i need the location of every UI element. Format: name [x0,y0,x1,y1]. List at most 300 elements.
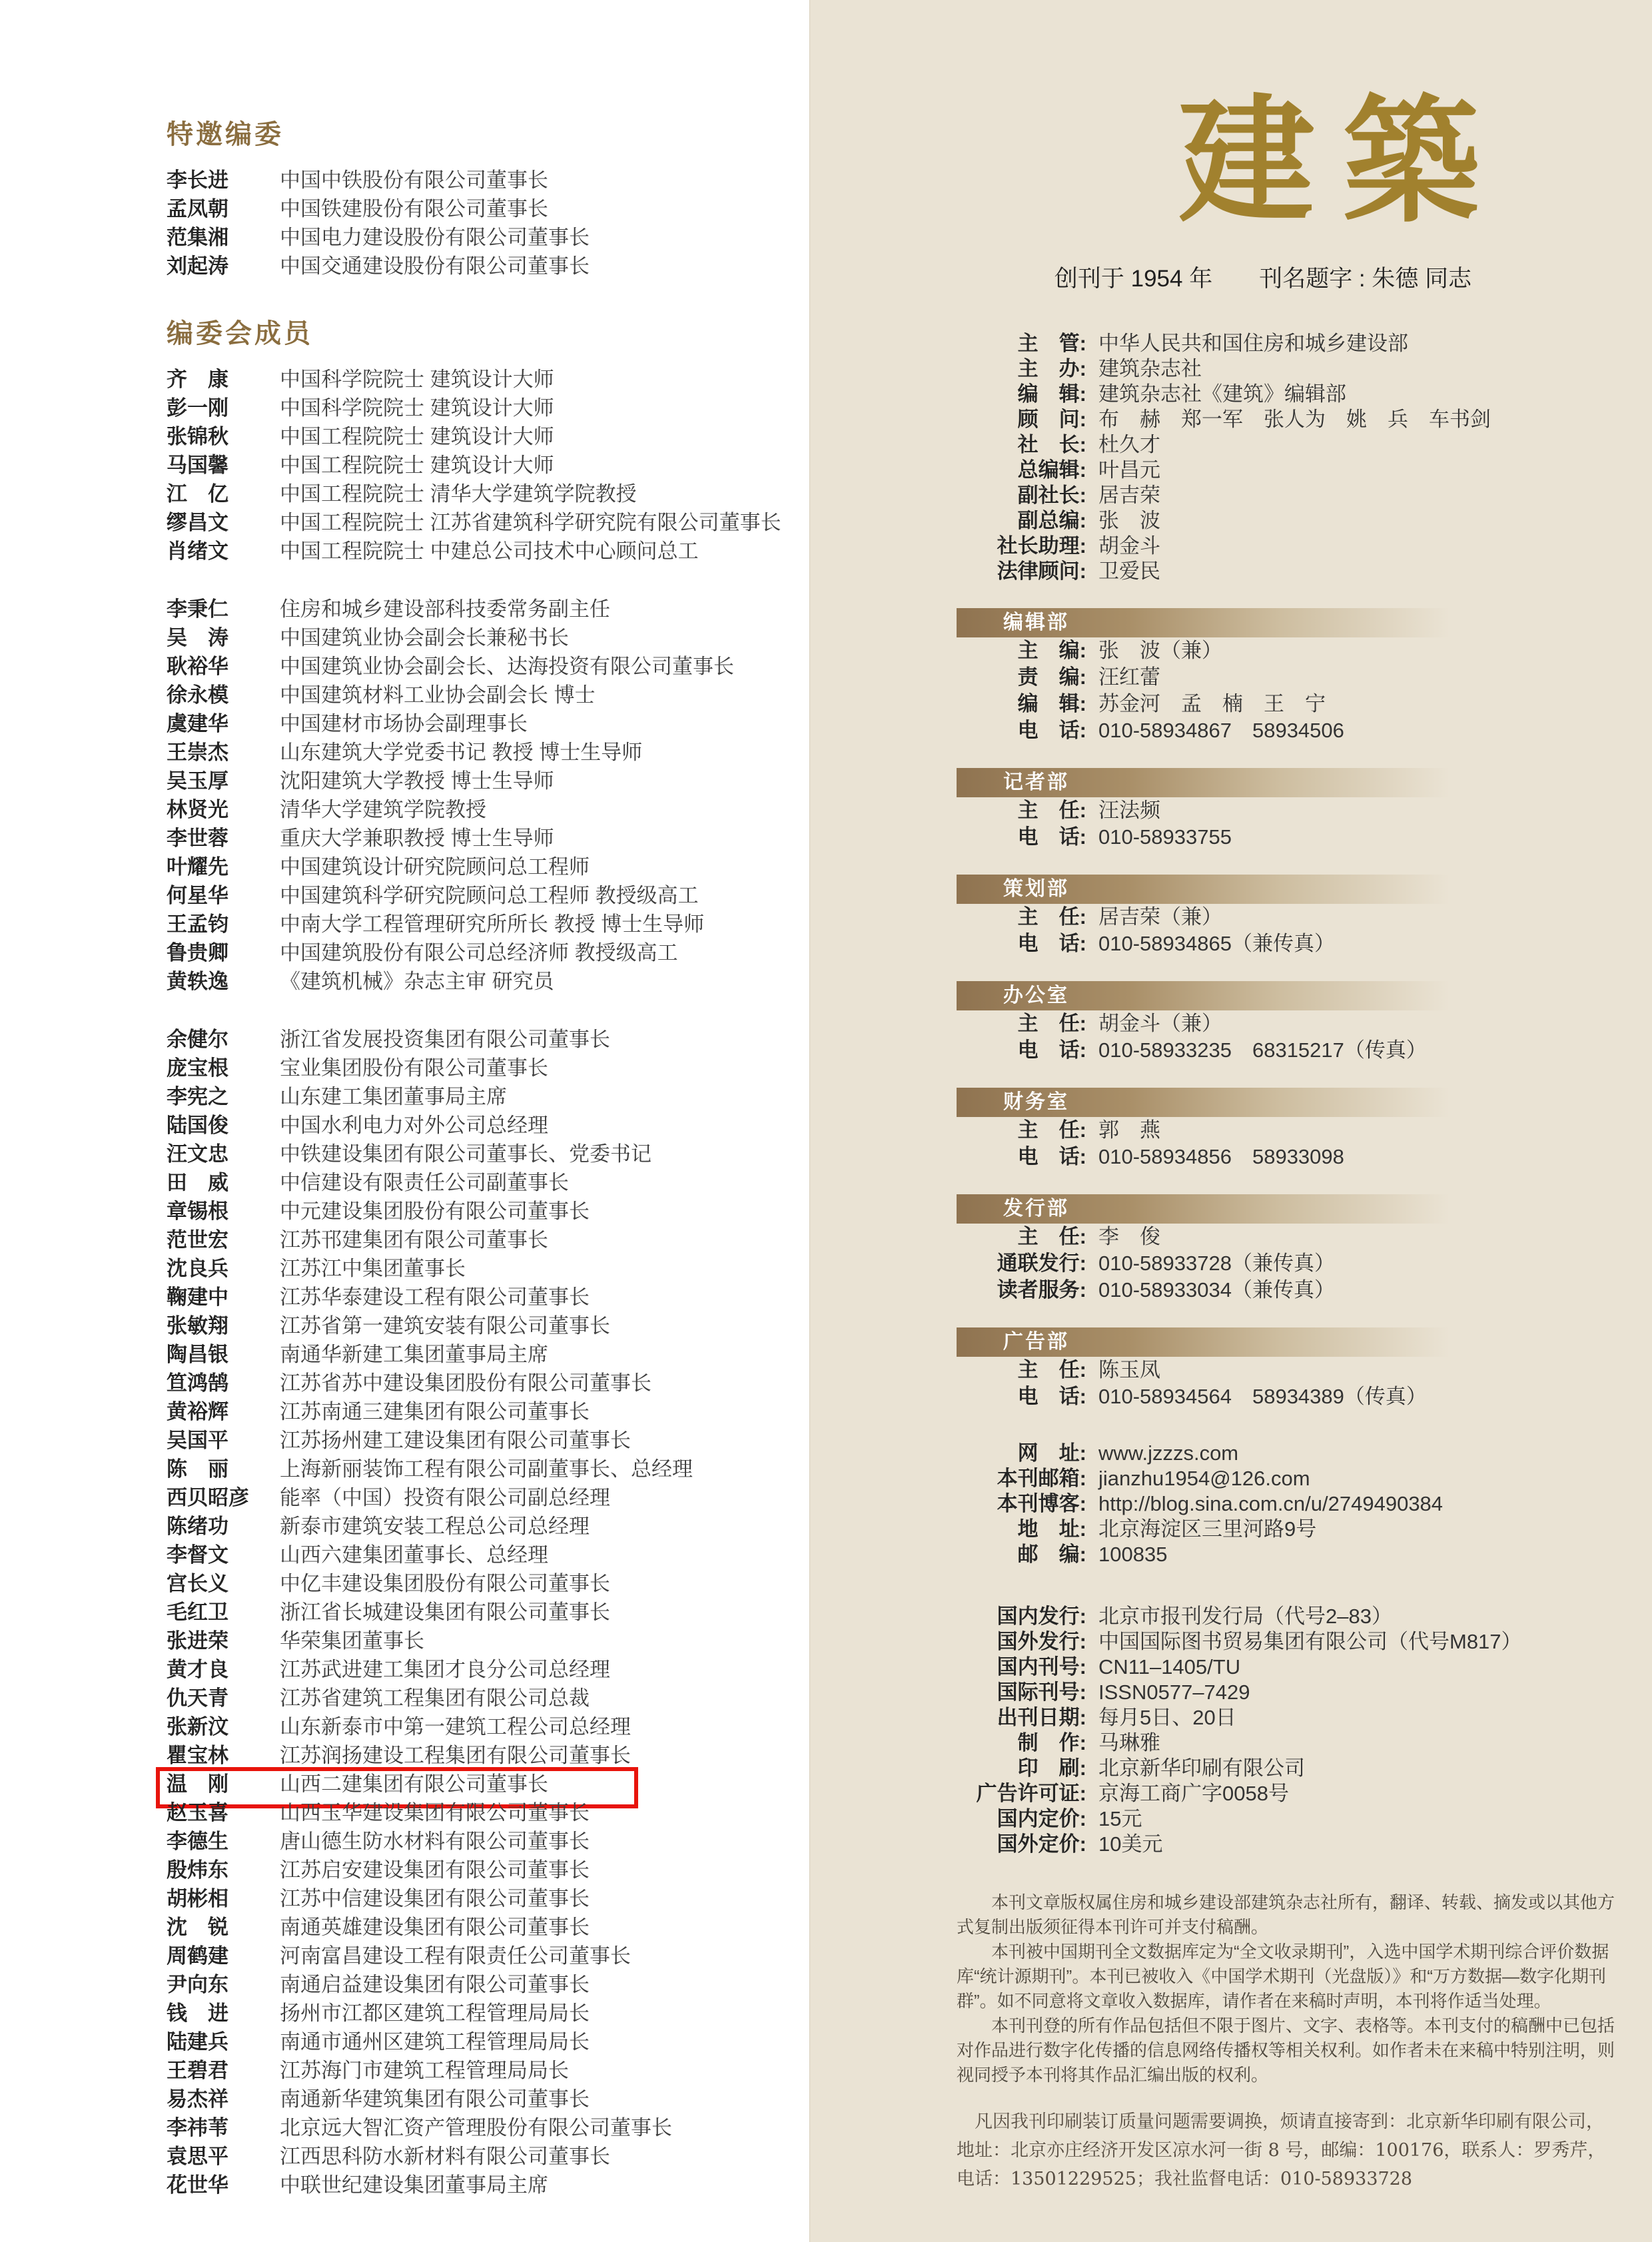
board-member-row [167,1397,809,1426]
info-label: 制 作: [1017,1731,1086,1754]
member-name: 张敏翔 [167,1314,228,1337]
info-label: 广告许可证: [976,1782,1086,1805]
info-row [957,664,1612,691]
info-row [957,797,1612,824]
board-member-row [167,394,809,422]
info-value: http://blog.sina.com.cn/u/2749490384 [1098,1492,1444,1515]
member-name: 殷炜东 [167,1858,228,1882]
board-member-row [167,1856,809,1884]
board-member-row [167,1168,809,1197]
member-name: 叶耀先 [167,855,228,879]
info-label: 国际刊号: [997,1681,1086,1704]
board-member-row [167,652,809,681]
info-row [957,382,1612,407]
member-title: 中铁建设集团有限公司董事长、党委书记 [280,1142,651,1166]
info-value: 010-58934865（兼传真） [1098,932,1335,955]
member-title: 中国建筑设计研究院顾问总工程师 [280,855,590,879]
member-title: 宝业集团股份有限公司董事长 [280,1056,548,1080]
member-title: 中国铁建股份有限公司董事长 [280,197,548,220]
info-label: 国外发行: [997,1630,1086,1653]
board-member-row [167,681,809,709]
member-name: 毛红卫 [167,1601,228,1624]
member-name: 徐永模 [167,683,228,707]
info-value: 郭 燕 [1098,1118,1160,1142]
member-name: 李德生 [167,1830,228,1853]
info-label: 主 管: [1017,332,1086,355]
member-name: 吴国平 [167,1429,228,1452]
info-label: 编 辑: [1017,382,1086,406]
info-label: 编 辑: [1017,692,1086,715]
member-title: 江苏省第一建筑安装有限公司董事长 [280,1314,610,1337]
board-member-row [167,595,809,623]
member-name: 李宪之 [167,1085,228,1108]
info-label: 国外定价: [997,1832,1086,1856]
member-name: 陈 丽 [167,1457,228,1481]
info-value: 北京新华印刷有限公司 [1098,1756,1305,1780]
info-row [957,717,1612,744]
printer-line: 地址：北京亦庄经济开发区凉水河一街 8 号，邮编：100176，联系人：罗秀芹， [957,2140,1606,2161]
info-value: 建筑杂志社《建筑》编辑部 [1098,382,1346,406]
info-value: 胡金斗 [1098,534,1160,558]
board-member-row [167,1655,809,1684]
info-label: 主 任: [1017,1358,1086,1381]
member-title: 清华大学建筑学院教授 [280,798,486,821]
member-name: 江 亿 [167,482,228,506]
board-members-list [167,365,809,2199]
member-name: 吴玉厚 [167,769,228,793]
member-name: 易杰祥 [167,2087,228,2111]
board-member-row [167,2056,809,2085]
member-title: 南通市通州区建筑工程管理局局长 [280,2030,590,2054]
info-label: 主 任: [1017,1225,1086,1248]
board-member-row [167,1569,809,1598]
info-row [957,931,1612,957]
info-label: 责 编: [1017,665,1086,689]
member-title: 中国科学院院士 建筑设计大师 [280,396,554,420]
info-value: 京海工商广字0058号 [1098,1782,1289,1805]
board-member-row [167,938,809,967]
member-title: 中国工程院院士 中建总公司技术中心顾问总工 [280,540,699,563]
member-name: 范集湘 [167,226,228,249]
member-title: 中国工程院院士 江苏省建筑科学研究院有限公司董事长 [280,511,781,534]
info-row [957,559,1612,584]
board-member-row [167,365,809,394]
info-value: 每月5日、20日 [1098,1706,1236,1729]
member-title: 住房和城乡建设部科技委常务副主任 [280,597,610,621]
info-value: 100835 [1098,1543,1168,1566]
printer-line: 电话：13501229525；我社监督电话：010-58933728 [957,2169,1413,2189]
board-member-row [167,1741,809,1770]
member-title: 唐山德生防水材料有限公司董事长 [280,1830,590,1853]
member-title: 中国水利电力对外公司总经理 [280,1114,548,1137]
editorial-board-column [0,0,809,2242]
info-label: 出刊日期: [997,1706,1086,1729]
info-value: 010-58934856 58933098 [1098,1145,1344,1168]
info-label: 电 话: [1017,1145,1086,1168]
info-value: 北京市报刊发行局（代号2–83） [1098,1605,1392,1628]
info-row [957,1705,1612,1730]
member-title: 北京远大智汇资产管理股份有限公司董事长 [280,2116,672,2139]
member-title: 中国建筑业协会副会长兼秘书长 [280,626,569,649]
member-title: 江苏启安建设集团有限公司董事长 [280,1858,590,1882]
member-name: 孟凤朝 [167,197,228,220]
board-member-row [167,623,809,652]
member-name: 胡彬相 [167,1887,228,1910]
info-label: 电 话: [1017,719,1086,742]
publication-info-content [810,0,1652,2193]
member-title: 中南大学工程管理研究所所长 教授 博士生导师 [280,913,705,936]
member-name: 黄裕辉 [167,1400,228,1423]
info-label: 国内发行: [997,1605,1086,1628]
board-member-row [167,451,809,480]
member-name: 笪鸿鹄 [167,1371,228,1395]
info-row [957,1832,1612,1857]
member-title: 江苏润扬建设工程集团有限公司董事长 [280,1744,631,1767]
publication-block [957,1604,1612,1857]
board-member-row [167,1598,809,1627]
department-section [957,768,1612,851]
notice-paragraph: 本刊刊登的所有作品包括但不限于图片、文字、表格等。本刊支付的稿酬中已包括对作品进行数字化传播的信息网络传播权等相关权利。如作者未在来稿中特别注明，则视同授予本刊将其作品汇编出版的权利。 [957,2016,1615,2085]
member-title: 中元建设集团股份有限公司董事长 [280,1200,590,1223]
info-label: 电 话: [1017,1038,1086,1062]
board-member-row [167,1254,809,1283]
info-row [957,1144,1612,1170]
board-members-title: 编委会成员 [167,319,313,348]
member-title: 南通英雄建设集团有限公司董事长 [280,1916,590,1939]
department-section [957,875,1612,957]
board-member-row [167,194,809,223]
member-title: 山东建筑大学党委书记 教授 博士生导师 [280,741,643,764]
member-title: 山东建工集团董事局主席 [280,1085,507,1108]
info-label: 地 址: [1017,1517,1086,1541]
board-member-row [167,1512,809,1541]
member-title: 江苏华泰建设工程有限公司董事长 [280,1286,590,1309]
board-member-row [167,2113,809,2142]
member-name: 彭一刚 [167,396,228,420]
board-member-row [167,1197,809,1226]
board-member-row [167,1999,809,2028]
member-name: 肖绪文 [167,540,228,563]
info-label: 总编辑: [1017,458,1086,482]
info-value: 010-58933755 [1098,825,1232,849]
info-value: 张 波（兼） [1098,639,1222,662]
founding-line: 创刊于 1954 年 刊名题字 : 朱德 同志 [1054,266,1472,292]
info-value: 胡金斗（兼） [1098,1012,1222,1035]
board-member-row [167,2028,809,2056]
member-title: 中国建筑材料工业协会副会长 博士 [280,683,596,707]
department-header: 财务室 [957,1088,1449,1117]
board-member-row [167,967,809,996]
board-member-row [167,1827,809,1856]
member-name: 虞建华 [167,712,228,735]
board-member-row [167,480,809,508]
info-label: 电 话: [1017,825,1086,849]
member-title: 江苏邗建集团有限公司董事长 [280,1228,548,1252]
department-section [957,981,1612,1064]
member-title: 沈阳建筑大学教授 博士生导师 [280,769,554,793]
info-value: 陈玉凤 [1098,1358,1160,1381]
info-row [957,1806,1612,1832]
member-name: 林贤光 [167,798,228,821]
member-title: 重庆大学兼职教授 博士生导师 [280,827,554,850]
board-member-row [167,537,809,565]
member-name: 鞠建中 [167,1286,228,1309]
info-value: 张 波 [1098,509,1160,532]
info-row [957,1517,1612,1542]
member-title: 中国建筑业协会副会长、达海投资有限公司董事长 [280,655,734,678]
board-member-row [167,824,809,853]
member-title: 中国工程院院士 建筑设计大师 [280,454,554,477]
board-member-row [167,1311,809,1340]
info-row [957,1781,1612,1806]
info-label: 副总编: [1017,509,1086,532]
board-member-row [167,1140,809,1168]
info-row [957,534,1612,559]
member-name: 李长进 [167,169,228,192]
info-value: 居吉荣（兼） [1098,905,1222,929]
board-member-row [167,853,809,881]
member-title: 江苏武进建工集团才良分公司总经理 [280,1658,610,1681]
board-member-row [167,1283,809,1311]
info-label: 顾 问: [1017,408,1086,431]
info-label: 通联发行: [997,1252,1086,1275]
info-label: 电 话: [1017,932,1086,955]
info-label: 国内刊号: [997,1655,1086,1679]
member-name: 西贝昭彦 [167,1486,249,1509]
info-row [957,432,1612,458]
member-name: 宫长义 [167,1572,228,1595]
member-name: 钱 进 [167,2002,228,2025]
member-name: 赵玉喜 [167,1801,228,1824]
info-row [957,1250,1612,1277]
member-name: 缪昌文 [167,511,228,534]
publication-info-panel [809,0,1652,2242]
board-member-row [167,1684,809,1712]
board-member-row [167,709,809,738]
member-title: 河南富昌建设工程有限责任公司董事长 [280,1944,631,1968]
info-value: www.jzzzs.com [1098,1441,1239,1465]
member-group [167,595,809,996]
info-row [957,1010,1612,1037]
board-member-row [167,1627,809,1655]
member-name: 李世蓉 [167,827,228,850]
info-label: 主 编: [1017,639,1086,662]
member-title: 浙江省长城建设集团有限公司董事长 [280,1601,610,1624]
member-name: 章锡根 [167,1200,228,1223]
member-title: 江苏南通三建集团有限公司董事长 [280,1400,590,1423]
member-title: 新泰市建筑安装工程总公司总经理 [280,1515,590,1538]
board-member-row [167,1455,809,1483]
board-member-row [167,1483,809,1512]
board-member-row [167,508,809,537]
info-row [957,1491,1612,1517]
member-name: 李祎苇 [167,2116,228,2139]
member-title: 江苏江中集团董事长 [280,1257,466,1280]
department-header: 办公室 [957,981,1449,1010]
department-header: 编辑部 [957,608,1449,637]
notice-paragraph: 本刊文章版权属住房和城乡建设部建筑杂志社所有，翻译、转载、摘发或以其他方式复制出版须征得本刊许可并支付稿酬。 [957,1892,1615,1937]
member-name: 刘起涛 [167,254,228,278]
member-name: 马国馨 [167,454,228,477]
board-member-row [167,2142,809,2171]
member-name: 瞿宝林 [167,1744,228,1767]
info-row [957,1542,1612,1567]
info-value: jianzhu1954@126.com [1098,1467,1310,1490]
member-title: 山西玉华建设集团有限公司董事长 [280,1801,590,1824]
info-value: 汪红蕾 [1098,665,1160,689]
member-name: 王孟钧 [167,913,228,936]
member-title: 江苏省建筑工程集团有限公司总裁 [280,1686,590,1710]
info-label: 网 址: [1017,1441,1086,1465]
member-name: 陆国俊 [167,1114,228,1137]
board-member-row [167,422,809,451]
member-name: 王崇杰 [167,741,228,764]
info-label: 主 任: [1017,1012,1086,1035]
board-member-row [167,1770,809,1798]
notice-paragraph: 本刊被中国期刊全文数据库定为“全文收录期刊”，入选中国学术期刊综合评价数据库“统计源期刊”。本刊已被收入《中国学术期刊（光盘版）》和“万方数据—数字化期刊群”。如不同意将文章收入数据库，请作者在来稿时声明，本刊将作适当处理。 [957,1942,1609,2011]
info-label: 社 长: [1017,433,1086,456]
info-row [957,1756,1612,1781]
member-title: 中国交通建设股份有限公司董事长 [280,254,590,278]
info-row [957,1730,1612,1756]
member-title: 《建筑机械》杂志主审 研究员 [280,970,554,993]
department-section [957,608,1612,744]
magazine-logo: 建築 [1178,81,1507,241]
board-member-row [167,1369,809,1397]
member-title: 中信建设有限责任公司副董事长 [280,1171,569,1194]
info-row [957,1224,1612,1250]
member-name: 何星华 [167,884,228,907]
board-member-row [167,2171,809,2199]
member-title: 中联世纪建设集团董事局主席 [280,2173,548,2197]
info-label: 印 刷: [1017,1756,1086,1780]
member-name: 温 刚 [167,1772,228,1796]
board-member-row [167,1798,809,1827]
board-member-row [167,1082,809,1111]
department-section [957,1194,1612,1304]
member-name: 汪文忠 [167,1142,228,1166]
info-row [957,1383,1612,1410]
info-label: 主 任: [1017,905,1086,929]
info-row [957,458,1612,483]
member-title: 江苏中信建设集团有限公司董事长 [280,1887,590,1910]
info-row [957,331,1612,356]
board-member-row [167,2085,809,2113]
info-value: 010-58933034（兼传真） [1098,1278,1335,1302]
member-title: 中国科学院院士 建筑设计大师 [280,368,554,391]
info-value: 卫爱民 [1098,560,1160,583]
member-title: 江西思科防水新材料有限公司董事长 [280,2145,610,2168]
info-label: 国内定价: [997,1807,1086,1830]
member-name: 庞宝根 [167,1056,228,1080]
info-row [957,1655,1612,1680]
info-label: 本刊邮箱: [997,1467,1086,1490]
member-title: 中国电力建设股份有限公司董事长 [280,226,590,249]
info-row [957,483,1612,508]
info-row [957,407,1612,432]
board-member-row [167,252,809,280]
board-member-row [167,1340,809,1369]
info-value: CN11–1405/TU [1098,1655,1241,1679]
member-title: 南通启益建设集团有限公司董事长 [280,1973,590,1996]
member-name: 黄才良 [167,1658,228,1681]
info-value: 010-58934867 58934506 [1098,719,1344,742]
info-row [957,824,1612,851]
member-name: 陶昌银 [167,1343,228,1366]
department-header: 发行部 [957,1194,1449,1224]
info-row [957,1441,1612,1466]
board-member-row [167,1913,809,1942]
member-title: 华荣集团董事长 [280,1629,424,1653]
info-value: 叶昌元 [1098,458,1160,482]
board-member-row [167,1942,809,1970]
board-member-row [167,910,809,938]
info-row [957,1604,1612,1629]
member-title: 山东新泰市中第一建筑工程公司总经理 [280,1715,631,1738]
member-name: 陈绪功 [167,1515,228,1538]
member-group [167,365,809,565]
info-label: 本刊博客: [997,1492,1086,1515]
member-title: 上海新丽装饰工程有限公司副董事长、总经理 [280,1457,693,1481]
member-title: 扬州市江都区建筑工程管理局局长 [280,2002,590,2025]
info-row [957,691,1612,717]
info-value: 汪法频 [1098,799,1160,822]
member-title: 中国工程院院士 建筑设计大师 [280,425,554,448]
member-title: 能率（中国）投资有限公司副总经理 [280,1486,610,1509]
department-header: 策划部 [957,875,1449,904]
info-row [957,1680,1612,1705]
info-value: 10美元 [1098,1832,1163,1856]
member-name: 张新汶 [167,1715,228,1738]
info-label: 主 任: [1017,799,1086,822]
info-label: 邮 编: [1017,1543,1086,1566]
board-member-row [167,1054,809,1082]
member-title: 中国建材市场协会副理事长 [280,712,528,735]
board-member-row [167,1111,809,1140]
member-name: 尹向东 [167,1973,228,1996]
info-row [957,1466,1612,1491]
info-label: 副社长: [1017,484,1086,507]
member-name: 李秉仁 [167,597,228,621]
info-value: 010-58933235 68315217（传真） [1098,1038,1427,1062]
department-section [957,1327,1612,1410]
board-member-row [167,767,809,795]
member-name: 花世华 [167,2173,228,2197]
member-title: 江苏扬州建工建设集团有限公司董事长 [280,1429,631,1452]
member-name: 田 威 [167,1171,228,1194]
board-member-row [167,1025,809,1054]
board-member-row [167,223,809,252]
info-row [957,1357,1612,1383]
info-value: 15元 [1098,1807,1142,1830]
member-title: 南通华新建工集团董事局主席 [280,1343,548,1366]
board-member-row [167,738,809,767]
info-value: 李 俊 [1098,1225,1160,1248]
copyright-notices [957,1890,1616,2087]
member-name: 王碧君 [167,2059,228,2082]
member-title: 山西二建集团有限公司董事长 [280,1772,548,1796]
info-row [957,1037,1612,1064]
printer-note [957,2107,1629,2193]
member-name: 李督文 [167,1543,228,1567]
member-name: 陆建兵 [167,2030,228,2054]
member-name: 仇天青 [167,1686,228,1710]
member-title: 江苏省苏中建设集团股份有限公司董事长 [280,1371,651,1395]
member-title: 中国建筑股份有限公司总经济师 教授级高工 [280,941,678,964]
info-value: 建筑杂志社 [1098,357,1202,380]
info-value: 010-58934564 58934389（传真） [1098,1385,1427,1408]
special-committee-title: 特邀编委 [167,120,284,149]
